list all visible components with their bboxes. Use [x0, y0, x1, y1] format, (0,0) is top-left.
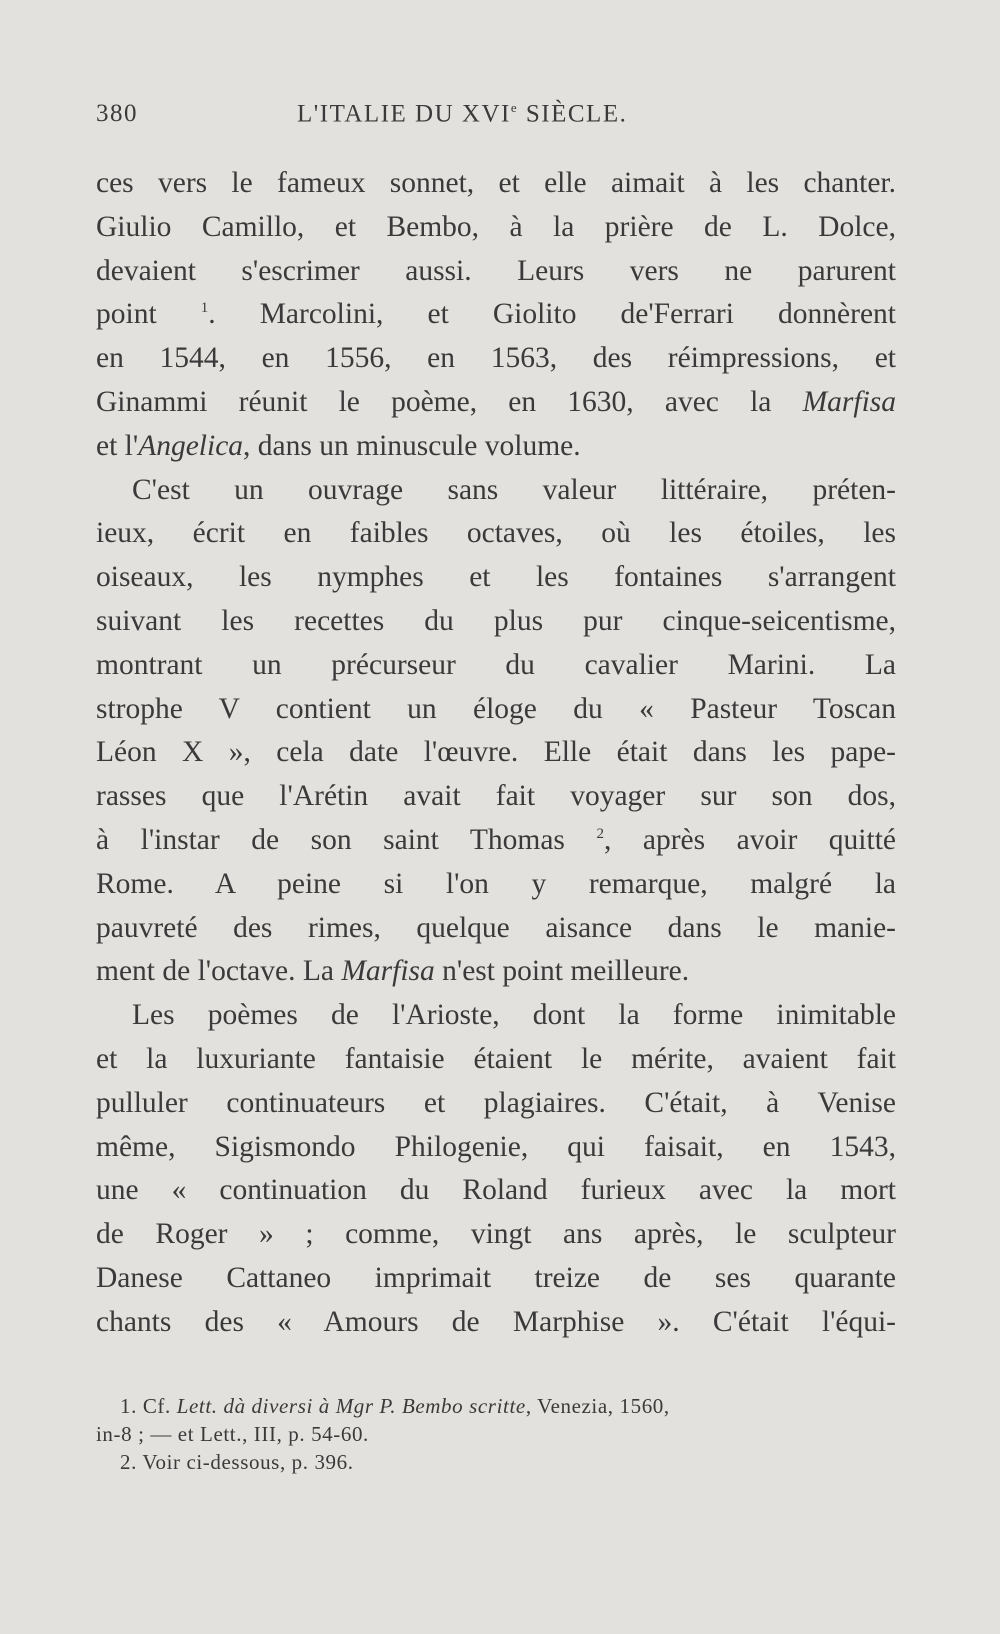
text-segment: ment de l'octave. La	[96, 955, 342, 988]
body-text	[96, 162, 896, 1345]
running-title-rest: SIÈCLE.	[518, 100, 628, 128]
footnote-1-continuation: in-8 ; — et Lett., III, p. 54-60.	[96, 1422, 369, 1446]
footnote-italic-title: Lett. dà diversi à Mgr P. Bembo scritte	[176, 1394, 526, 1418]
text-segment: n'est point meilleure.	[434, 955, 690, 988]
running-title	[297, 100, 627, 128]
text-line: strophe V contient un éloge du « Pasteur Toscan	[96, 692, 896, 725]
running-title-superscript: e	[510, 100, 519, 115]
text-line: pauvreté des rimes, quelque aisance dans le manie-	[96, 911, 896, 944]
italic-title: Marfisa	[341, 955, 435, 988]
text-segment: , dans un minuscule volume.	[243, 429, 581, 462]
footnotes	[96, 1392, 896, 1476]
text-segment: point	[96, 298, 201, 331]
text-line: ieux, écrit en faibles octaves, où les étoiles, les	[96, 517, 896, 550]
text-line: même, Sigismondo Philogenie, qui faisait, en 1543,	[96, 1130, 896, 1163]
text-line: une « continuation du Roland furieux avec la mort	[96, 1174, 896, 1207]
text-line: de Roger » ; comme, vingt ans après, le sculpteur	[96, 1218, 896, 1251]
text-segment: et l'	[96, 429, 139, 462]
text-line	[96, 381, 896, 425]
text-line: ces vers le fameux sonnet, et elle aimait à les chanter.	[96, 167, 896, 199]
text-line: pulluler continuateurs et plagiaires. C'était, à Venise	[96, 1086, 896, 1119]
text-line: oiseaux, les nymphes et les fontaines s'arrangent	[96, 561, 896, 594]
page-number: 380	[96, 100, 138, 127]
footnote-ref-1: 1	[200, 300, 209, 317]
text-line: rasses que l'Arétin avait fait voyager sur son dos,	[96, 780, 896, 813]
footnote-2: 2. Voir ci-dessous, p. 396.	[120, 1450, 354, 1474]
text-line: chants des « Amours de Marphise ». C'était l'équi-	[96, 1305, 896, 1338]
text-line	[96, 950, 896, 994]
text-line	[96, 425, 896, 469]
text-segment: . Marcolini, et Giolito de'Ferrari donnèrent	[208, 298, 896, 331]
text-line: montrant un précurseur du cavalier Marini. La	[96, 648, 896, 681]
text-line: Danese Cattaneo imprimait treize de ses quarante	[96, 1261, 896, 1294]
text-line: en 1544, en 1556, en 1563, des réimpressions, et	[96, 342, 896, 375]
text-line	[96, 293, 896, 337]
italic-title: Marfisa	[802, 385, 896, 418]
footnote-text: , Venezia, 1560,	[525, 1394, 670, 1418]
running-title-main: L'ITALIE DU XVI	[297, 100, 511, 128]
text-line: suivant les recettes du plus pur cinque-seicentisme,	[96, 604, 896, 637]
text-segment: , après avoir quitté	[603, 823, 896, 856]
text-line: Léon X », cela date l'œuvre. Elle était dans les pape-	[96, 736, 896, 769]
footnote-number: 1.	[120, 1394, 137, 1418]
text-line: Les poèmes de l'Arioste, dont la forme inimitable	[132, 999, 896, 1032]
text-line: C'est un ouvrage sans valeur littéraire, préten-	[132, 473, 896, 506]
book-page	[96, 0, 896, 1634]
footnote-1	[96, 1392, 896, 1420]
text-line: et la luxuriante fantaisie étaient le mérite, avaient fait	[96, 1042, 896, 1075]
footnote-ref-2: 2	[596, 826, 604, 843]
text-segment: à l'instar de son saint Thomas	[96, 823, 597, 856]
text-segment: Ginammi réunit le poème, en 1630, avec la	[96, 385, 803, 418]
footnote-text: Cf.	[142, 1394, 171, 1418]
text-line: Rome. A peine si l'on y remarque, malgré la	[96, 867, 896, 900]
text-line	[96, 819, 896, 863]
running-head	[96, 100, 896, 140]
text-line: Giulio Camillo, et Bembo, à la prière de L. Dolce,	[96, 210, 896, 243]
text-line: devaient s'escrimer aussi. Leurs vers ne parurent	[96, 254, 896, 287]
italic-title: Angelica	[138, 429, 244, 462]
